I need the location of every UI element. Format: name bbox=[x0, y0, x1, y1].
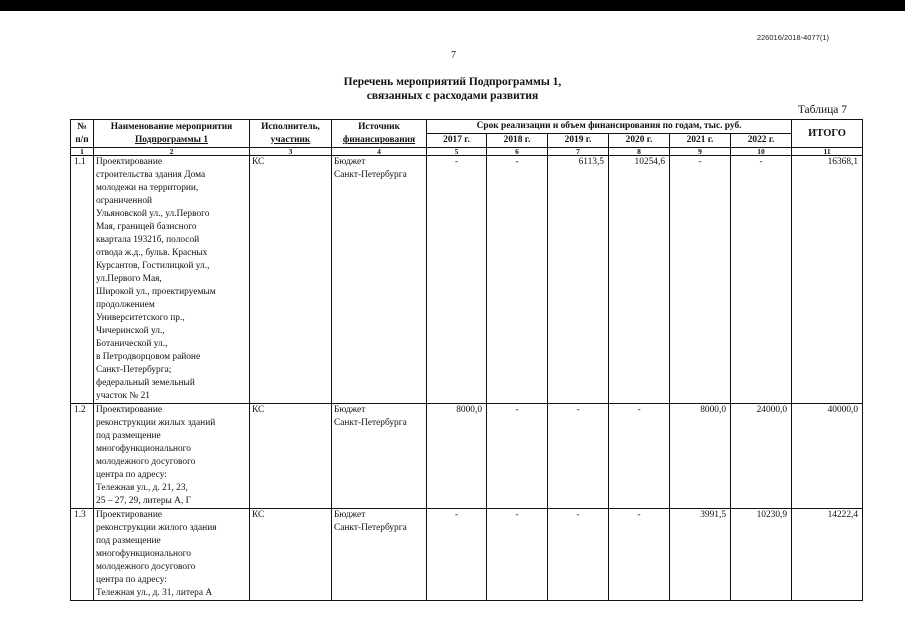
row-index: 1.3 bbox=[71, 509, 94, 601]
column-number-row bbox=[71, 148, 863, 156]
table-header-row bbox=[71, 120, 863, 134]
row-executor: КС bbox=[250, 404, 332, 509]
column-number: 11 bbox=[792, 148, 863, 156]
header-year: 2019 г. bbox=[548, 134, 609, 148]
header-year: 2017 г. bbox=[427, 134, 487, 148]
document-id: 226016/2018-4077(1) bbox=[756, 33, 829, 42]
column-number: 9 bbox=[670, 148, 731, 156]
column-number: 1 bbox=[71, 148, 94, 156]
row-value-2021: - bbox=[670, 156, 731, 404]
header-year: 2018 г. bbox=[487, 134, 548, 148]
row-value-2017: - bbox=[427, 156, 487, 404]
column-number: 6 bbox=[487, 148, 548, 156]
row-value-2019: - bbox=[548, 509, 609, 601]
table-row bbox=[71, 404, 863, 509]
row-executor: КС bbox=[250, 509, 332, 601]
header-number: № п/п bbox=[71, 120, 94, 148]
row-value-2021: 8000,0 bbox=[670, 404, 731, 509]
row-value-2019: - bbox=[548, 404, 609, 509]
header-total: ИТОГО bbox=[792, 120, 863, 148]
row-value-2019: 6113,5 bbox=[548, 156, 609, 404]
header-year: 2020 г. bbox=[609, 134, 670, 148]
row-total: 16368,1 bbox=[792, 156, 863, 404]
column-number: 10 bbox=[731, 148, 792, 156]
row-index: 1.2 bbox=[71, 404, 94, 509]
column-number: 4 bbox=[332, 148, 427, 156]
row-value-2020: 10254,6 bbox=[609, 156, 670, 404]
row-total: 14222,4 bbox=[792, 509, 863, 601]
column-number: 2 bbox=[94, 148, 250, 156]
row-measure-name: Проектирование реконструкции жилого здания под размещение многофункционального молодежного досугового центра по адресу: Тележная ул., д. 31, литера А bbox=[94, 509, 250, 601]
column-number: 5 bbox=[427, 148, 487, 156]
header-executor: Исполнитель, участник bbox=[250, 120, 332, 148]
row-funding-source: Бюджет Санкт-Петербурга bbox=[332, 156, 427, 404]
scan-top-border bbox=[0, 0, 905, 11]
header-year: 2021 г. bbox=[670, 134, 731, 148]
page-number: 7 bbox=[451, 50, 456, 61]
row-measure-name: Проектирование реконструкции жилых зданий под размещение многофункционального молодежного досугового центра по адресу: Тележная ул., д. 21, 23, 25 – 27, 29, литеры А, Г bbox=[94, 404, 250, 509]
row-total: 40000,0 bbox=[792, 404, 863, 509]
row-funding-source: Бюджет Санкт-Петербурга bbox=[332, 404, 427, 509]
table-row bbox=[71, 509, 863, 601]
table-label: Таблица 7 bbox=[797, 104, 847, 116]
header-funding-source: Источник финансирования bbox=[332, 120, 427, 148]
column-number: 7 bbox=[548, 148, 609, 156]
header-year: 2022 г. bbox=[731, 134, 792, 148]
row-funding-source: Бюджет Санкт-Петербурга bbox=[332, 509, 427, 601]
row-value-2020: - bbox=[609, 404, 670, 509]
row-value-2018: - bbox=[487, 156, 548, 404]
row-value-2022: 24000,0 bbox=[731, 404, 792, 509]
document-title-line-1: Перечень мероприятий Подпрограммы 1, bbox=[343, 76, 562, 88]
row-measure-name: Проектирование строительства здания Дома молодежи на территории, ограниченной Ульяновской ул., ул.Первого Мая, границей базисного квартала 19321б, полосой отвода ж.д., бульв. Красных Курсантов, Гостилицкой ул., ул.Первого Мая, Широкой ул., проектируемым продолжением Университетского пр., Чичеринской ул., Ботанической ул., в Петродворцовом районе Санкт-Петербурга; федеральный земельный участок № 21 bbox=[94, 156, 250, 404]
row-index: 1.1 bbox=[71, 156, 94, 404]
document-title-line-2: связанных с расходами развития bbox=[366, 90, 539, 102]
row-value-2017: 8000,0 bbox=[427, 404, 487, 509]
row-value-2020: - bbox=[609, 509, 670, 601]
row-value-2017: - bbox=[427, 509, 487, 601]
row-value-2021: 3991,5 bbox=[670, 509, 731, 601]
row-value-2022: 10230,9 bbox=[731, 509, 792, 601]
column-number: 3 bbox=[250, 148, 332, 156]
row-executor: КС bbox=[250, 156, 332, 404]
measures-table bbox=[70, 119, 863, 601]
header-period: Срок реализации и объем финансирования по годам, тыс. руб. bbox=[427, 120, 792, 134]
row-value-2022: - bbox=[731, 156, 792, 404]
header-measure-name: Наименование мероприятия Подпрограммы 1 bbox=[94, 120, 250, 148]
row-value-2018: - bbox=[487, 509, 548, 601]
row-value-2018: - bbox=[487, 404, 548, 509]
column-number: 8 bbox=[609, 148, 670, 156]
table-row bbox=[71, 156, 863, 404]
